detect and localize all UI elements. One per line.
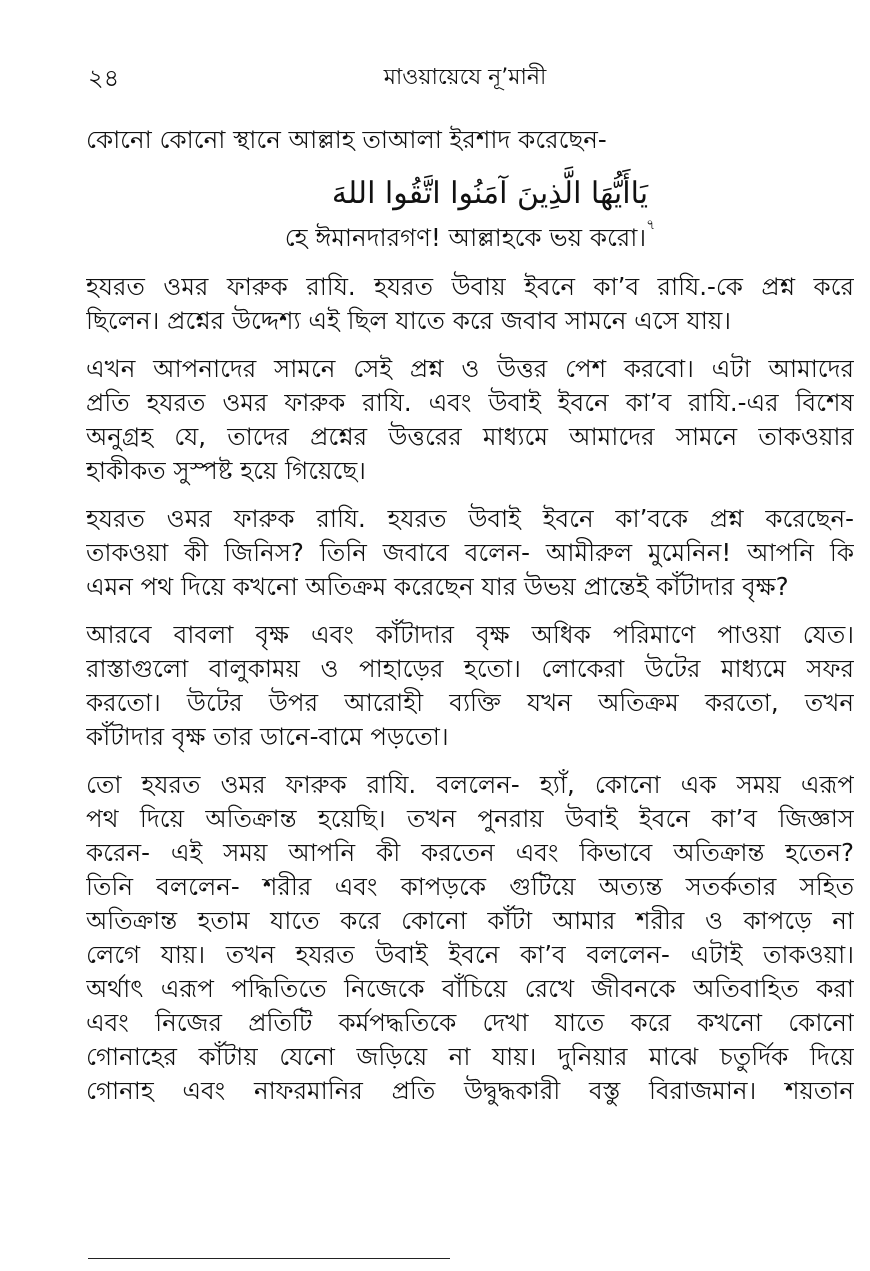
text-line: করেন- এই সময় আপনি কী করতেন এবং কিভাবে অতিক্রান্ত হতেন? (86, 838, 854, 867)
text-line: এখন আপনাদের সামনে সেই প্রশ্ন ও উত্তর পেশ করবো। এটা আমাদের (86, 354, 854, 383)
text-line: অনুগ্রহ যে, তাদের প্রশ্নের উত্তরের মাধ্যমে আমাদের সামনে তাকওয়ার (86, 422, 854, 451)
verse-intro: কোনো কোনো স্থানে আল্লাহ তাআলা ইরশাদ করেছেন- (86, 125, 607, 154)
text-line: অতিক্রান্ত হতাম যাতে করে কোনো কাঁটা আমার শরীর ও কাপড়ে না (86, 906, 854, 935)
text-line: প্রতি হযরত ওমর ফারুক রাযি. এবং উবাই ইবনে কা’ব রাযি.-এর বিশেষ (86, 388, 854, 417)
text-line: এবং নিজের প্রতিটি কর্মপদ্ধতিকে দেখা যাতে করে কখনো কোনো (86, 1008, 854, 1037)
text-line: গোনাহের কাঁটায় যেনো জড়িয়ে না যায়। দুনিয়ার মাঝে চতুর্দিক দিয়ে (86, 1042, 854, 1071)
footnote-marker: ৭ (646, 217, 656, 233)
text-line: তিনি বললেন- শরীর এবং কাপড়কে গুটিয়ে অত্যন্ত সতর্কতার সহিত (86, 872, 854, 901)
page-number: ২৪ (88, 64, 120, 92)
verse-translation (86, 218, 854, 258)
text-line: পথ দিয়ে অতিক্রান্ত হয়েছি। তখন পুনরায় উবাই ইবনে কা’ব জিজ্ঞাস (86, 804, 854, 833)
text-line: তাকওয়া কী জিনিস? তিনি জবাবে বলেন- আমীরুল মুমেনিন! আপনি কি (86, 538, 854, 567)
quran-verse-arabic: يَاأَيُّهَا الَّذِينَ آمَنُوا اتَّقُوا اللهَ (331, 176, 649, 211)
text-line: এমন পথ দিয়ে কখনো অতিক্রম করেছেন যার উভয় প্রান্তেই কাঁটাদার বৃক্ষ? (86, 572, 789, 601)
running-head-title: মাওয়ায়েযে নূ’মানী (383, 65, 547, 90)
paragraph-1 (86, 270, 854, 338)
text-line: আরবে বাবলা বৃক্ষ এবং কাঁটাদার বৃক্ষ অধিক পরিমাণে পাওয়া যেত। (86, 620, 854, 649)
text-line: কাঁটাদার বৃক্ষ তার ডানে-বামে পড়তো। (86, 722, 449, 751)
paragraph-3 (86, 502, 854, 604)
text-line: হাকীকত সুস্পষ্ট হয়ে গিয়েছে। (86, 456, 366, 485)
verse-translation-text: হে ঈমানদারগণ! আল্লাহকে ভয় করো। (284, 223, 647, 252)
text-line: রাস্তাগুলো বালুকাময় ও পাহাড়ের হতো। লোকেরা উটের মাধ্যমে সফর (86, 654, 854, 683)
text-line: হযরত ওমর ফারুক রাযি. হযরত উবাই ইবনে কা’বকে প্রশ্ন করেছেন- (86, 504, 854, 533)
text-line: লেগে যায়। তখন হযরত উবাই ইবনে কা’ব বললেন- এটাই তাকওয়া। (86, 940, 854, 969)
text-line: করতো। উটের উপর আরোহী ব্যক্তি যখন অতিক্রম করতো, তখন (86, 688, 854, 717)
page-body (86, 120, 854, 1122)
text-line: অর্থাৎ এরূপ পদ্ধিতিতে নিজেকে বাঁচিয়ে রেখে জীবনকে অতিবাহিত করা (86, 974, 854, 1003)
text-line: তো হযরত ওমর ফারুক রাযি. বললেন- হ্যাঁ, কোনো এক সময় এরূপ (86, 770, 854, 799)
paragraph-2 (86, 352, 854, 488)
text-line: হযরত ওমর ফারুক রাযি. হযরত উবায় ইবনে কা’ব রাযি.-কে প্রশ্ন করে (86, 272, 854, 301)
text-line: গোনাহ এবং নাফরমানির প্রতি উদ্বুদ্ধকারী বস্তু বিরাজমান। শয়তান (86, 1076, 854, 1105)
paragraph-5 (86, 768, 854, 1108)
text-line: ছিলেন। প্রশ্নের উদ্দেশ্য এই ছিল যাতে করে জবাব সামনে এসে যায়। (86, 306, 732, 335)
paragraph-4 (86, 618, 854, 754)
footnote-divider (88, 1258, 450, 1259)
